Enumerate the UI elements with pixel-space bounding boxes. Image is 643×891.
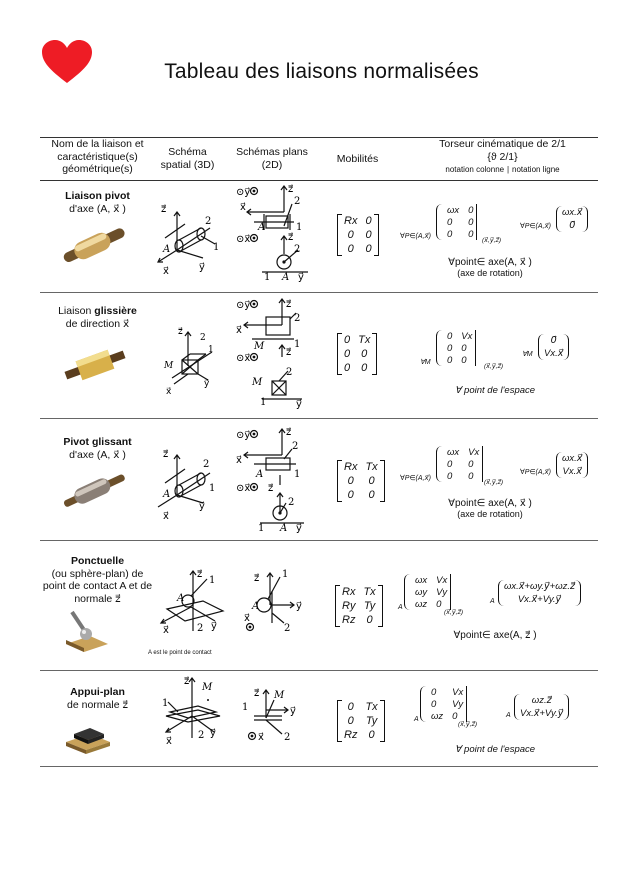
row-name-bold: Appui-plan bbox=[70, 686, 125, 698]
svg-text:2: 2 bbox=[200, 333, 206, 343]
svg-text:z⃗: z⃗ bbox=[163, 449, 169, 460]
appui-plan-schema-2d bbox=[238, 682, 308, 747]
torsor-cell: 0 bbox=[449, 710, 467, 722]
svg-text:y⃗: y⃗ bbox=[290, 706, 296, 717]
validity-note bbox=[430, 257, 550, 279]
mobility-cell: Tx bbox=[365, 461, 378, 473]
torsor-cell: ωx bbox=[447, 446, 460, 458]
pivot-schema-3d bbox=[155, 200, 225, 280]
row-rule bbox=[40, 766, 598, 767]
row-name bbox=[40, 436, 155, 461]
svg-text:A: A bbox=[163, 244, 171, 255]
torsor-line-entry: ωz.z⃗ bbox=[531, 695, 552, 706]
header-schema2d: Schémas plans (2D) bbox=[236, 146, 308, 171]
svg-text:z⃗: z⃗ bbox=[286, 427, 292, 438]
torsor-condition: ∀P∈(A,x⃗) bbox=[520, 223, 551, 230]
torsor-line-entry: Vx.x⃗+Vy.y⃗ bbox=[517, 594, 562, 605]
pivot-schema-2d bbox=[232, 182, 312, 282]
svg-text:⊙x⃗: ⊙x⃗ bbox=[236, 234, 251, 245]
svg-text:2: 2 bbox=[292, 441, 299, 452]
appui-plan-3d-image bbox=[62, 718, 114, 758]
svg-text:1: 1 bbox=[242, 702, 249, 713]
torsor-line-entry: Vx.x⃗ bbox=[562, 466, 582, 477]
svg-text:⊙y⃗: ⊙y⃗ bbox=[236, 187, 251, 198]
row-name-bold: glissière bbox=[94, 305, 137, 317]
mobility-cell: Ty bbox=[365, 715, 378, 727]
svg-text:A: A bbox=[163, 489, 171, 500]
svg-text:z⃗: z⃗ bbox=[268, 483, 274, 494]
torsor-cell: Vx bbox=[449, 686, 467, 698]
torsor-cell: ωy bbox=[415, 586, 428, 598]
mobility-cell: 0 bbox=[368, 729, 375, 741]
svg-text:A: A bbox=[177, 593, 185, 604]
torsor-cell: Vy bbox=[449, 698, 467, 710]
torsor-cell: 0 bbox=[433, 598, 451, 610]
torsor-cell: ωx bbox=[447, 204, 460, 216]
appui-plan-schema-3d bbox=[158, 672, 230, 750]
mobility-cell: 0 bbox=[365, 243, 372, 255]
svg-text:1: 1 bbox=[282, 569, 289, 580]
torsor-cell: 0 bbox=[431, 686, 437, 698]
header-name: Nom de la liaison et caractéristique(s) géométrique(s) bbox=[51, 138, 144, 175]
torsor-basis: (x⃗,y⃗,z⃗) bbox=[482, 237, 502, 244]
svg-text:M: M bbox=[274, 690, 285, 701]
mobility-cell: 0 bbox=[347, 715, 354, 727]
svg-text:z⃗: z⃗ bbox=[288, 184, 294, 195]
svg-text:2: 2 bbox=[294, 244, 301, 255]
validity-note-main: ∀point∈ axe(A, x⃗ ) bbox=[448, 498, 532, 509]
mobility-cell: Rx bbox=[344, 461, 358, 473]
svg-text:x⃗: x⃗ bbox=[244, 613, 250, 624]
validity-note-main: ∀ point de l'espace bbox=[454, 744, 536, 755]
svg-text:A: A bbox=[280, 523, 288, 533]
torsor-cell: 0 bbox=[465, 228, 477, 240]
mobility-cell: Rx bbox=[344, 215, 358, 227]
svg-text:⊙y⃗: ⊙y⃗ bbox=[236, 300, 251, 311]
svg-text:2: 2 bbox=[294, 196, 301, 207]
row-name bbox=[40, 305, 155, 330]
mobility-cell: Ry bbox=[342, 600, 356, 612]
row-name-bold: Liaison pivot bbox=[65, 190, 130, 202]
mobility-cell: 0 bbox=[344, 348, 351, 360]
svg-text:2: 2 bbox=[203, 459, 210, 470]
torsor-cell: 0 bbox=[447, 342, 453, 354]
row-name-rest: de direction x⃗ bbox=[65, 317, 130, 330]
torsor-basis: (x⃗,y⃗,z⃗) bbox=[484, 363, 504, 370]
validity-note bbox=[430, 744, 560, 755]
ponctuelle-schema-3d bbox=[155, 565, 230, 640]
svg-text:z⃗: z⃗ bbox=[178, 327, 183, 337]
row-name-bold: Pivot glissant bbox=[63, 436, 132, 448]
svg-text:z⃗: z⃗ bbox=[254, 573, 260, 584]
torsor-cell: 0 bbox=[447, 354, 453, 366]
svg-text:2: 2 bbox=[284, 623, 291, 634]
row-name-bold: Ponctuelle bbox=[70, 555, 125, 567]
svg-text:1: 1 bbox=[264, 272, 271, 282]
torsor-condition: A bbox=[414, 716, 419, 723]
svg-text:1: 1 bbox=[296, 222, 303, 233]
mobility-cell: 0 bbox=[347, 701, 354, 713]
torsor-line-entry: ωx.x⃗ bbox=[562, 453, 583, 464]
svg-text:2: 2 bbox=[198, 730, 205, 741]
torsor-cell: 0 bbox=[447, 216, 453, 228]
svg-text:y⃗: y⃗ bbox=[199, 262, 205, 273]
header-notation-ligne: notation ligne bbox=[512, 165, 560, 174]
torsor-cell: 0 bbox=[465, 470, 483, 482]
pivot-3d-image bbox=[60, 225, 130, 270]
torsor-line-entry: Vx.x⃗ bbox=[544, 348, 564, 359]
torsor-cell: 0 bbox=[458, 342, 476, 354]
glissiere-schema-3d bbox=[160, 322, 225, 397]
torsor-condition: A bbox=[490, 598, 495, 605]
torsor-cell: Vx bbox=[458, 330, 476, 342]
svg-text:x⃗: x⃗ bbox=[240, 202, 246, 213]
svg-text:y⃗: y⃗ bbox=[298, 272, 304, 282]
torsor-cell: 0 bbox=[447, 458, 453, 470]
svg-text:1: 1 bbox=[209, 575, 216, 586]
pivot-glissant-schema-2d bbox=[232, 425, 312, 533]
torsor-cell: ωz bbox=[431, 710, 444, 722]
torsor-basis: (x⃗,y⃗,z⃗) bbox=[458, 721, 478, 728]
validity-note-sub: (axe de rotation) bbox=[457, 509, 523, 519]
torsor-cell: 0 bbox=[447, 330, 453, 342]
svg-text:M: M bbox=[254, 341, 265, 352]
svg-text:z⃗: z⃗ bbox=[286, 299, 292, 310]
svg-text:y⃗: y⃗ bbox=[211, 621, 217, 632]
header-torseur-symbol: {ϑ 2/1} bbox=[487, 150, 518, 163]
svg-text:x⃗: x⃗ bbox=[163, 266, 169, 277]
svg-text:1: 1 bbox=[260, 397, 267, 408]
header-notation-sep: | bbox=[507, 165, 510, 174]
torsor-condition: ∀P∈(A,x⃗) bbox=[400, 233, 431, 240]
svg-text:z⃗: z⃗ bbox=[197, 569, 203, 580]
mobility-cell: 0 bbox=[366, 614, 373, 626]
row-name-rest: d'axe (A, x⃗ ) bbox=[69, 448, 126, 461]
header-notation-colonne: notation colonne bbox=[445, 165, 505, 174]
svg-text:⊙x⃗: ⊙x⃗ bbox=[236, 353, 251, 364]
svg-text:M: M bbox=[252, 377, 263, 388]
row-name bbox=[40, 190, 155, 215]
row-rule bbox=[40, 292, 598, 293]
svg-text:z⃗: z⃗ bbox=[286, 347, 292, 358]
torsor-condition: ∀P∈(A,x⃗) bbox=[400, 475, 431, 482]
svg-text:2: 2 bbox=[288, 497, 295, 508]
torsor-condition: ∀P∈(A,x⃗) bbox=[520, 469, 551, 476]
torsor-basis: (x⃗,y⃗,z⃗) bbox=[444, 609, 464, 616]
svg-text:⊙y⃗: ⊙y⃗ bbox=[236, 430, 251, 441]
svg-text:y⃗: y⃗ bbox=[296, 523, 302, 533]
torsor-cell: 0 bbox=[447, 228, 453, 240]
mobility-cell: Tx bbox=[363, 586, 376, 598]
torsor-cell: 0 bbox=[447, 470, 453, 482]
svg-text:x⃗: x⃗ bbox=[258, 732, 264, 743]
pivot-glissant-3d-image bbox=[60, 470, 130, 515]
mobility-cell: 0 bbox=[361, 348, 368, 360]
validity-note bbox=[430, 498, 550, 520]
svg-text:A: A bbox=[282, 272, 290, 282]
row-name-rest: d'axe (A, x⃗ ) bbox=[69, 202, 126, 215]
torsor-condition: ∀M bbox=[420, 359, 431, 366]
svg-text:z⃗: z⃗ bbox=[254, 688, 260, 699]
row-name bbox=[40, 686, 155, 711]
svg-text:x⃗: x⃗ bbox=[163, 511, 169, 522]
mobility-cell: Tx bbox=[358, 334, 371, 346]
mobility-cell: Rz bbox=[344, 729, 358, 741]
mobility-cell: 0 bbox=[344, 362, 351, 374]
svg-text:y⃗: y⃗ bbox=[210, 728, 216, 739]
mobility-cell: 0 bbox=[347, 229, 354, 241]
glissiere-schema-2d bbox=[232, 295, 312, 410]
svg-text:1: 1 bbox=[213, 242, 220, 253]
torsor-cell: Vy bbox=[433, 586, 451, 598]
torsor-basis: (x⃗,y⃗,z⃗) bbox=[484, 479, 504, 486]
svg-text:2: 2 bbox=[284, 732, 291, 743]
row-name-prefix: Liaison bbox=[58, 305, 95, 317]
row-name-rest: de normale z⃗ bbox=[67, 698, 128, 711]
torsor-condition: A bbox=[398, 604, 403, 611]
mobility-cell: 0 bbox=[365, 215, 372, 227]
mobility-cell: Rx bbox=[342, 586, 356, 598]
glissiere-3d-image bbox=[60, 345, 130, 385]
svg-text:1: 1 bbox=[162, 698, 169, 709]
row-rule bbox=[40, 670, 598, 671]
mobility-matrix bbox=[338, 585, 380, 627]
svg-text:x⃗: x⃗ bbox=[236, 455, 242, 466]
svg-text:2: 2 bbox=[294, 313, 301, 324]
torsor-line-entry: Vx.x⃗+Vy.y⃗ bbox=[520, 708, 564, 719]
torsor-cell: 0 bbox=[465, 204, 477, 216]
mobility-cell: 0 bbox=[361, 362, 368, 374]
torsor-cell: Vx bbox=[465, 446, 483, 458]
ponctuelle-schema-2d bbox=[240, 565, 315, 640]
svg-text:x⃗: x⃗ bbox=[166, 387, 172, 397]
mobility-cell: 0 bbox=[368, 475, 375, 487]
mobility-cell: Rz bbox=[342, 614, 356, 626]
svg-text:A: A bbox=[252, 601, 260, 612]
header-torseur bbox=[415, 138, 590, 177]
page-title: Tableau des liaisons normalisées bbox=[164, 60, 479, 83]
svg-text:1: 1 bbox=[294, 339, 301, 350]
svg-text:y⃗: y⃗ bbox=[199, 501, 205, 512]
contact-note: A est le point de contact bbox=[148, 650, 212, 656]
header-bottom-rule bbox=[40, 180, 598, 181]
torsor-cell: 0 bbox=[465, 216, 477, 228]
svg-text:⊙x⃗: ⊙x⃗ bbox=[236, 483, 251, 494]
validity-note bbox=[430, 385, 560, 396]
torsor-line-entry: 0⃗ bbox=[550, 335, 557, 346]
mobility-cell: 0 bbox=[365, 229, 372, 241]
row-name bbox=[40, 555, 155, 605]
mobility-cell: 0 bbox=[368, 489, 375, 501]
header-torseur-label: Torseur cinématique de 2/1 bbox=[439, 138, 566, 150]
validity-note-main: ∀ point de l'espace bbox=[454, 385, 536, 396]
svg-text:x⃗: x⃗ bbox=[163, 625, 169, 636]
svg-text:z⃗: z⃗ bbox=[184, 676, 190, 687]
svg-text:A: A bbox=[258, 222, 266, 233]
header-mobilites: Mobilités bbox=[336, 153, 379, 165]
mobility-matrix bbox=[340, 214, 376, 256]
validity-note-main: ∀point∈ axe(A, x⃗ ) bbox=[448, 257, 532, 268]
svg-text:y⃗: y⃗ bbox=[296, 601, 302, 612]
torsor-condition: A bbox=[506, 712, 511, 719]
torsor-line-entry: ωx.x⃗+ωy.y⃗+ωz.z⃗ bbox=[504, 581, 575, 592]
svg-text:y⃗: y⃗ bbox=[296, 399, 302, 410]
svg-text:2: 2 bbox=[197, 623, 204, 634]
torsor-cell: ωx bbox=[415, 574, 428, 586]
mobility-matrix bbox=[340, 700, 382, 742]
header-schema3d: Schéma spatial (3D) bbox=[160, 146, 215, 171]
row-name-rest: (ou sphère-plan) de point de contact A et de normale z⃗ bbox=[42, 567, 153, 605]
pivot-glissant-schema-3d bbox=[155, 445, 225, 525]
row-rule bbox=[40, 540, 598, 541]
svg-text:M: M bbox=[202, 682, 213, 693]
svg-text:1: 1 bbox=[208, 345, 214, 355]
svg-text:2: 2 bbox=[286, 367, 293, 378]
svg-text:1: 1 bbox=[294, 469, 301, 480]
svg-text:x⃗: x⃗ bbox=[166, 736, 172, 747]
mobility-cell: Tx bbox=[365, 701, 378, 713]
torsor-cell: ωz bbox=[415, 598, 428, 610]
mobility-matrix bbox=[340, 460, 382, 502]
torsor-line-entry: 0⃗ bbox=[569, 220, 576, 231]
validity-note-main: ∀point∈ axe(A, z⃗ ) bbox=[453, 630, 537, 641]
mobility-cell: 0 bbox=[347, 489, 354, 501]
svg-text:z⃗: z⃗ bbox=[288, 232, 294, 243]
mobility-cell: 0 bbox=[344, 334, 351, 346]
row-rule bbox=[40, 418, 598, 419]
torsor-line-entry: ωx.x⃗ bbox=[562, 207, 583, 218]
mobility-cell: 0 bbox=[347, 243, 354, 255]
torsor-cell: 0 bbox=[431, 698, 437, 710]
svg-text:y⃗: y⃗ bbox=[204, 379, 210, 389]
mobility-matrix bbox=[340, 333, 374, 375]
validity-note-sub: (axe de rotation) bbox=[457, 268, 523, 278]
svg-text:z⃗: z⃗ bbox=[161, 204, 167, 215]
svg-text:A: A bbox=[256, 469, 264, 480]
svg-text:x⃗: x⃗ bbox=[236, 325, 242, 336]
torsor-condition: ∀M bbox=[522, 351, 533, 358]
validity-note bbox=[440, 630, 550, 641]
mobility-cell: 0 bbox=[347, 475, 354, 487]
torsor-cell: 0 bbox=[458, 354, 476, 366]
svg-text:2: 2 bbox=[205, 216, 212, 227]
svg-text:M: M bbox=[164, 361, 174, 371]
svg-text:1: 1 bbox=[258, 523, 265, 533]
torsor-cell: 0 bbox=[465, 458, 483, 470]
ponctuelle-3d-image bbox=[62, 608, 112, 653]
svg-text:1: 1 bbox=[209, 483, 216, 494]
mobility-cell: Ty bbox=[363, 600, 376, 612]
torsor-cell: Vx bbox=[433, 574, 451, 586]
